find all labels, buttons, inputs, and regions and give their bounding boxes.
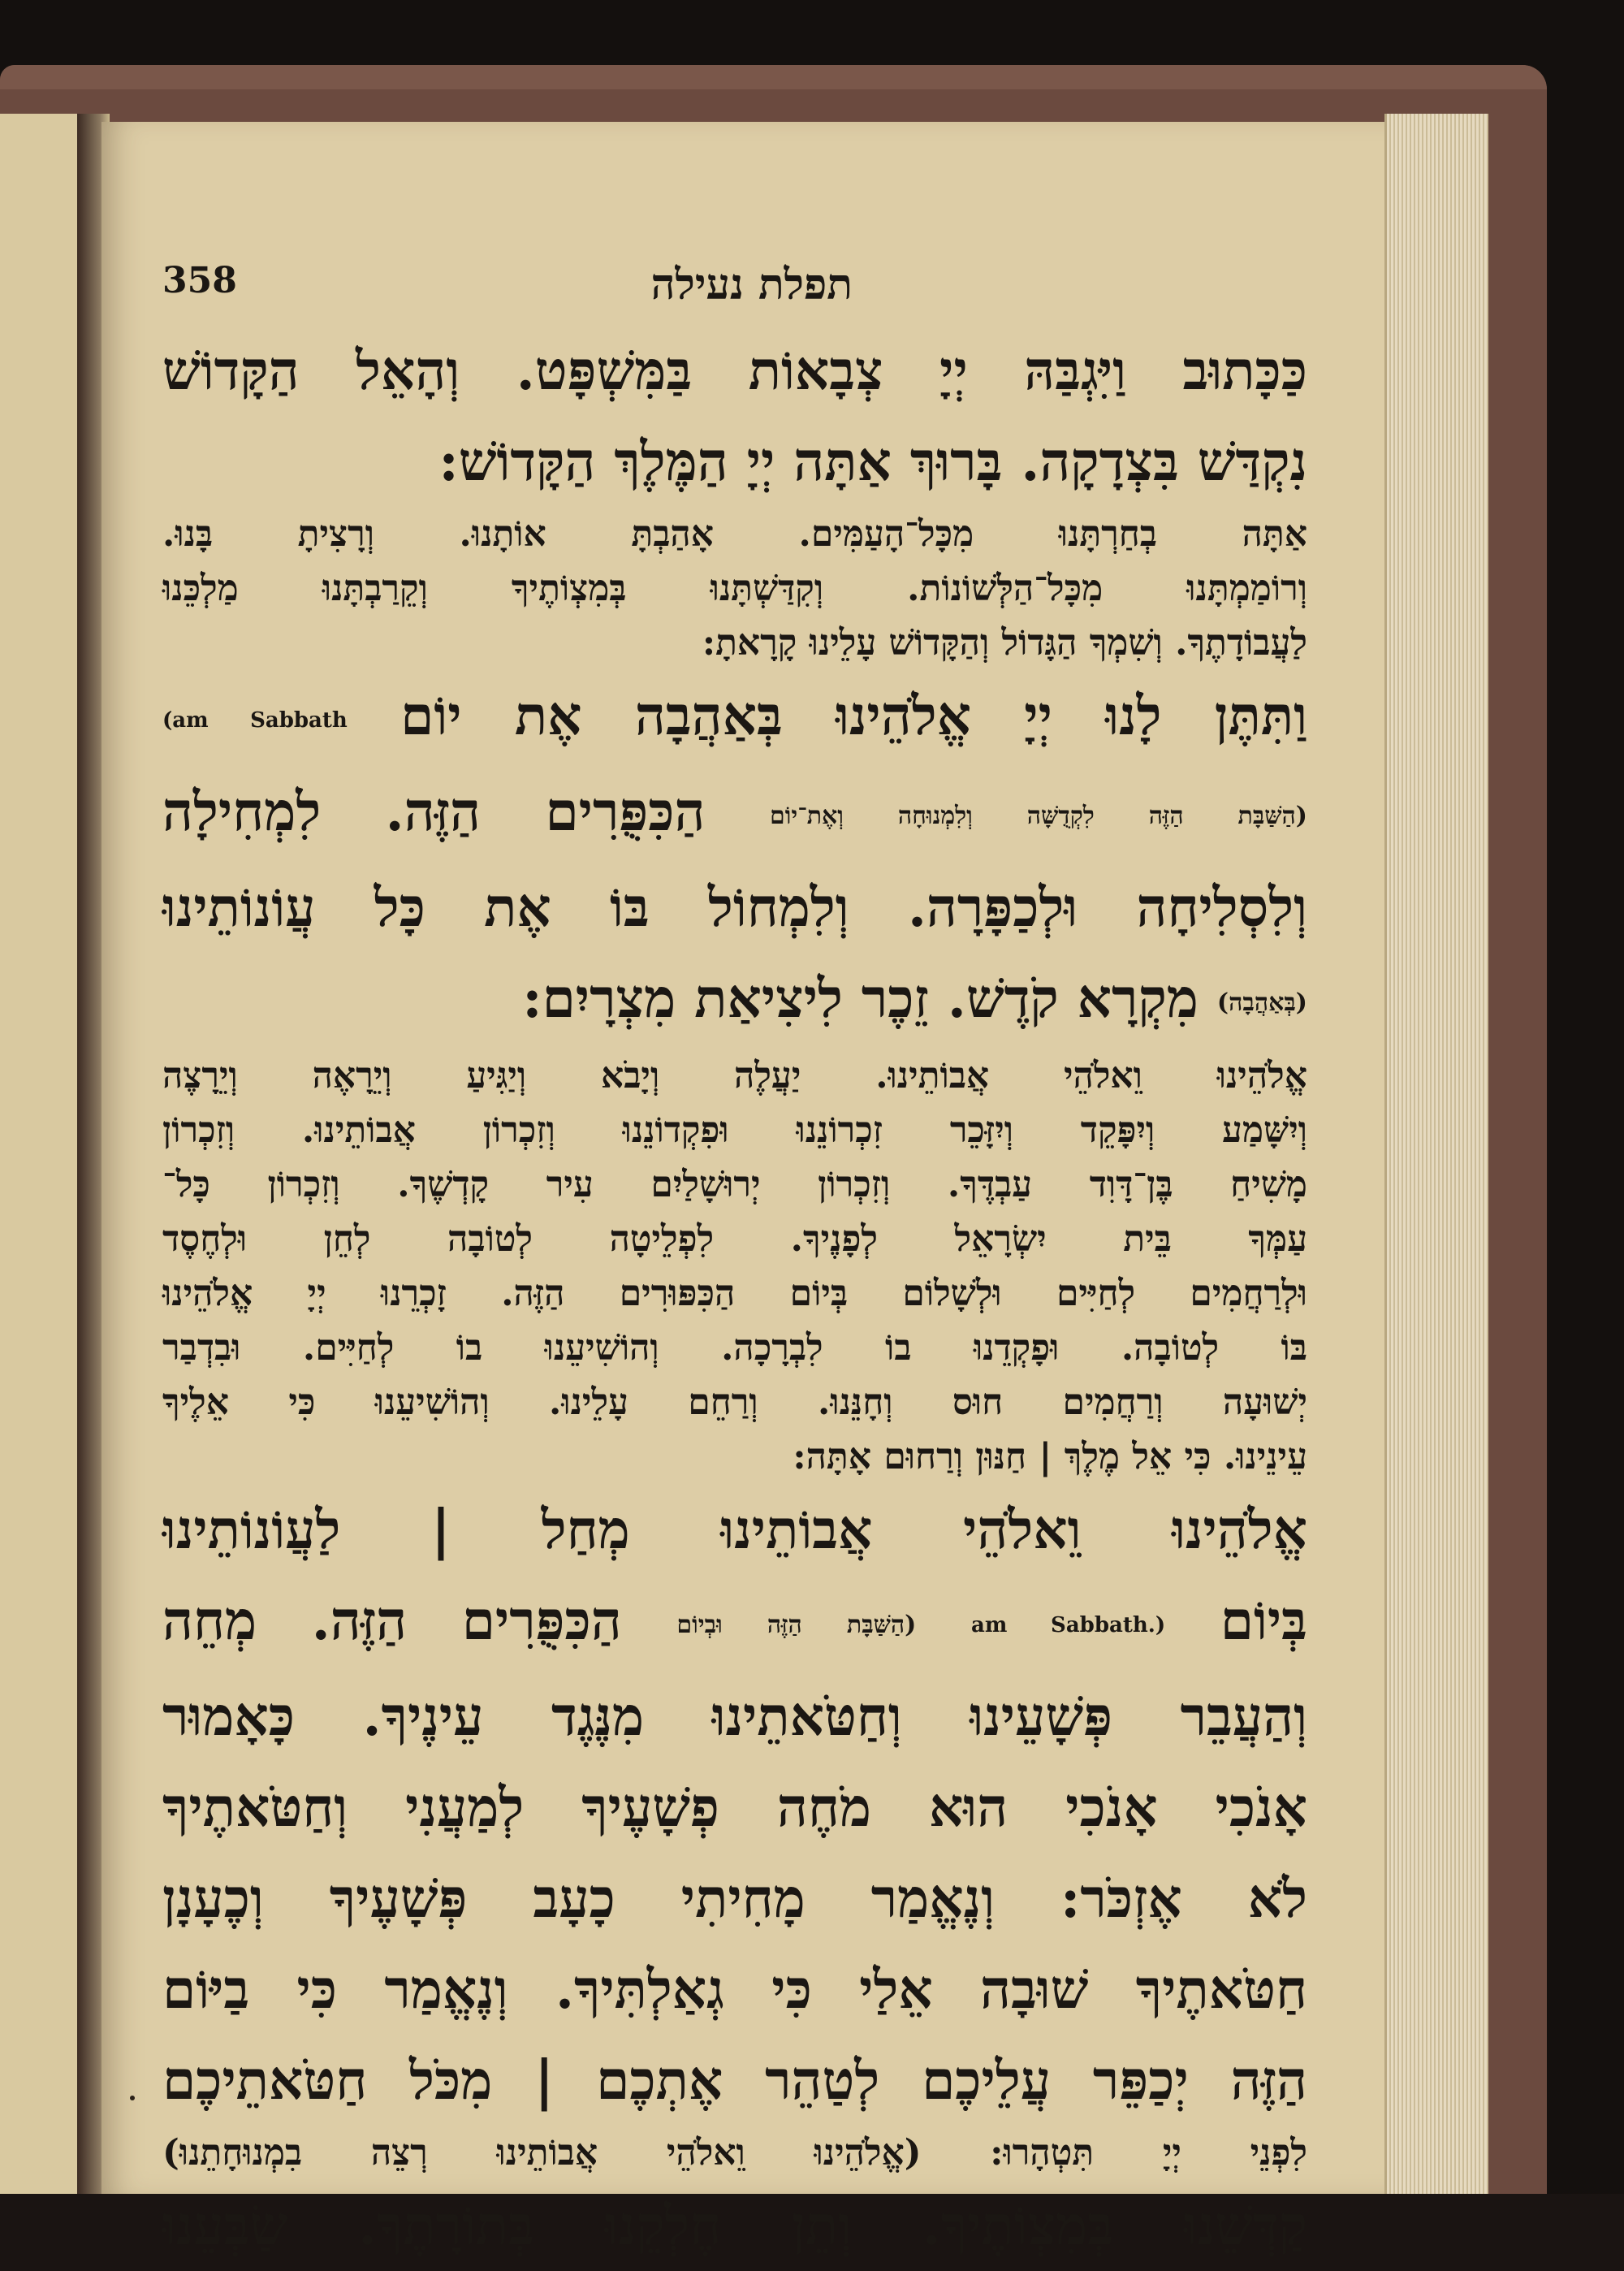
text-line bbox=[162, 416, 1307, 507]
text-line bbox=[162, 507, 1307, 561]
line-text: בּוֹ לְטוֹבָה. וּפָקְדֵנוּ בוֹ לִבְרָכָה. וְהוֹשִׁיעֵנוּ בוֹ לְחַיִּים. וּבִדְבַר bbox=[162, 1327, 1307, 1369]
text-line bbox=[162, 1944, 1307, 2035]
line-text: בְּיוֹם bbox=[1220, 1589, 1307, 1652]
line-text: לִפְנֵי יְיָ תִּטְהָרוּ: (אֱלֹהֵינוּ וֵאלֹהֵי אֲבוֹתֵינוּ רְצֵה בִמְנוּחָתֵנוּ) bbox=[162, 2132, 1307, 2174]
line-text: הַכִּפֻּרִים הַזֶּה. מְחֵה bbox=[162, 1589, 622, 1652]
text-line bbox=[162, 953, 1307, 1049]
line-text: קַדְּשֵׁנוּ בְּמִצְוֹתֶיךָ. וְתֵן חֶלְקֵנוּ בְּתוֹרָתֶךָ. שַׂבְּעֵנוּ bbox=[162, 2194, 1307, 2257]
line-text: לֹא אֶזְכֹּר: וְנֶאֱמַר מָחִיתִי כָעָב פְּשָׁעֶיךָ וְכֶעָנָן bbox=[162, 1867, 1307, 1930]
page-text bbox=[162, 260, 1307, 2271]
line-text: עַמְּךָ בֵּית יִשְׂרָאֵל לְפָנֶיךָ. לִפְלֵיטָה לְטוֹבָה לְחֵן וּלְחֶסֶד bbox=[162, 1218, 1307, 1260]
text-line bbox=[162, 2035, 1307, 2126]
line-text: הַזֶּה יְכַפֵּר עֲלֵיכֶם לְטַהֵר אֶתְכֶם | מִכֹּל חַטֹּאתֵיכֶם bbox=[162, 2048, 1307, 2112]
inline-note: (בְּאַהֲבָה) bbox=[1216, 988, 1307, 1017]
text-line bbox=[162, 616, 1307, 670]
line-text: אֱלֹהֵינוּ וֵאלֹהֵי אֲבוֹתֵינוּ מְחַל | לַעֲוֹנוֹתֵינוּ bbox=[162, 1498, 1307, 1561]
line-text: מִקְרָא קֹדֶשׁ. זֵכֶר לִיצִיאַת מִצְרָיִם: bbox=[522, 967, 1199, 1030]
page-title: תפלת נעילה bbox=[650, 260, 853, 309]
text-line bbox=[162, 2180, 1307, 2271]
line-text: יְשׁוּעָה וְרַחֲמִים חוּס וְחָנֵּנוּ. וְרַחֵם עָלֵינוּ. וְהוֹשִׁיעֵנוּ כִּי אֵלֶיךָ bbox=[162, 1382, 1307, 1423]
line-text: מָשִׁיחַ בֶּן־דָּוִד עַבְדֶּךָ. וְזִכְרוֹן יְרוּשָׁלַיִם עִיר קָדְשֶׁךָ. וְזִכְרוֹן כָּל־ bbox=[162, 1164, 1307, 1205]
line-text: וְלִסְלִיחָה וּלְכַפָּרָה. וְלִמְחוֹל בּוֹ אֶת כָּל עֲוֹנוֹתֵינוּ bbox=[162, 876, 1307, 939]
cover-edge bbox=[0, 65, 1547, 89]
sabbath-note: am Sabbath.) bbox=[970, 1613, 1166, 1637]
text-line bbox=[162, 1853, 1307, 1944]
page-number: 358 bbox=[162, 260, 237, 301]
text-line bbox=[162, 325, 1307, 416]
line-text: וַתִּתֶּן לָנוּ יְיָ אֱלֹהֵינוּ בְּאַהֲבָה אֶת יוֹם bbox=[400, 684, 1307, 747]
line-text: כַּכָּתוּב וַיִּגְבַּהּ יְיָ צְבָאוֹת בַּמִּשְׁפָּט. וְהָאֵל הַקָּדוֹשׁ bbox=[162, 339, 1307, 402]
inline-note: (הַשַּׁבָּת הַזֶּה וּבְיוֹם bbox=[676, 1611, 917, 1639]
text-line bbox=[162, 1266, 1307, 1321]
text-line bbox=[162, 1484, 1307, 1575]
text-line bbox=[162, 862, 1307, 953]
line-text: חַטֹּאתֶיךָ שׁוּבָה אֵלַי כִּי גְאַלְתִּיךָ. וְנֶאֱמַר כִּי בַיּוֹם bbox=[162, 1957, 1307, 2021]
line-text: וּלְרַחֲמִים לְחַיִּים וּלְשָׁלוֹם בְּיוֹם הַכִּפּוּרִים הַזֶּה. זָכְרֵנוּ יְיָ אֱלֹהֵינוּ bbox=[162, 1273, 1307, 1314]
line-text: נִקְדַּשׁ בִּצְדָקָה. בָּרוּךְ אַתָּה יְיָ הַמֶּלֶךְ הַקָּדוֹשׁ: bbox=[438, 430, 1307, 493]
text-line bbox=[162, 1212, 1307, 1266]
text-line bbox=[162, 670, 1307, 766]
inline-note: (הַשַּׁבָּת הַזֶּה לִקְדֻשָּׁה וְלִמְנוּחָה וְאֶת־יוֹם bbox=[769, 802, 1308, 830]
text-line bbox=[162, 1321, 1307, 1375]
line-text: וְהַעֲבֵר פְּשָׁעֵינוּ וְחַטֹּאתֵינוּ מִנֶּגֶד עֵינֶיךָ. כָּאָמוּר bbox=[162, 1685, 1307, 1748]
prayer-body bbox=[162, 325, 1307, 2271]
running-head bbox=[162, 260, 1307, 317]
left-page-edge bbox=[0, 114, 80, 2194]
text-line bbox=[162, 1049, 1307, 1103]
text-line bbox=[162, 1103, 1307, 1157]
text-line bbox=[162, 1375, 1307, 1430]
text-line bbox=[162, 1430, 1307, 1484]
text-line bbox=[162, 1157, 1307, 1212]
line-text: אָנֹכִי אָנֹכִי הוּא מֹחֶה פְשָׁעֶיךָ לְמַעֲנִי וְחַטֹּאתֶיךָ bbox=[162, 1776, 1307, 1839]
text-line bbox=[162, 1762, 1307, 1853]
text-line bbox=[162, 1671, 1307, 1762]
line-text: לַעֲבוֹדָתֶךָ. וְשִׁמְךָ הַגָּדוֹל וְהַקָּדוֹשׁ עָלֵינוּ קָרָאתָ: bbox=[702, 622, 1307, 664]
line-text: וְרוֹמַמְתָּנוּ מִכָּל־הַלְּשׁוֹנוֹת. וְקִדַּשְׁתָּנוּ בְּמִצְוֹתֶיךָ וְקֵרַבְתָּנוּ מַלְכֵּנוּ bbox=[162, 568, 1307, 609]
line-text: אַתָּה בְחַרְתָּנוּ מִכָּל־הָעַמִּים. אָהַבְתָּ אוֹתָנוּ. וְרָצִיתָ בָּנוּ. bbox=[162, 513, 1307, 555]
line-text: אֱלֹהֵינוּ וֵאלֹהֵי אֲבוֹתֵינוּ. יַעֲלֶה וְיָבֹא וְיַגִּיעַ וְיֵרָאֶה וְיֵרָצֶה bbox=[162, 1055, 1307, 1097]
line-text: הַכִּפֻּרִים הַזֶּה. לִמְחִילָה bbox=[162, 780, 706, 843]
text-line bbox=[162, 561, 1307, 616]
text-line bbox=[162, 1575, 1307, 1671]
text-line bbox=[162, 2126, 1307, 2180]
sabbath-note: (am Sabbath bbox=[162, 708, 348, 733]
ink-speck bbox=[130, 2096, 135, 2100]
page-edges bbox=[1384, 114, 1488, 2194]
line-text: עֵינֵינוּ. כִּי אֵל מֶלֶךְ | חַנּוּן וְרַחוּם אָתָּה: bbox=[793, 1436, 1307, 1477]
line-text: וְיִשָּׁמַע וְיִפָּקֵד וְיִזָּכֵר זִכְרוֹנֵנוּ וּפִקְדוֹנֵנוּ וְזִכְרוֹן אֲבוֹתֵינוּ. וְזִכְרוֹן bbox=[162, 1110, 1307, 1151]
text-line bbox=[162, 766, 1307, 862]
